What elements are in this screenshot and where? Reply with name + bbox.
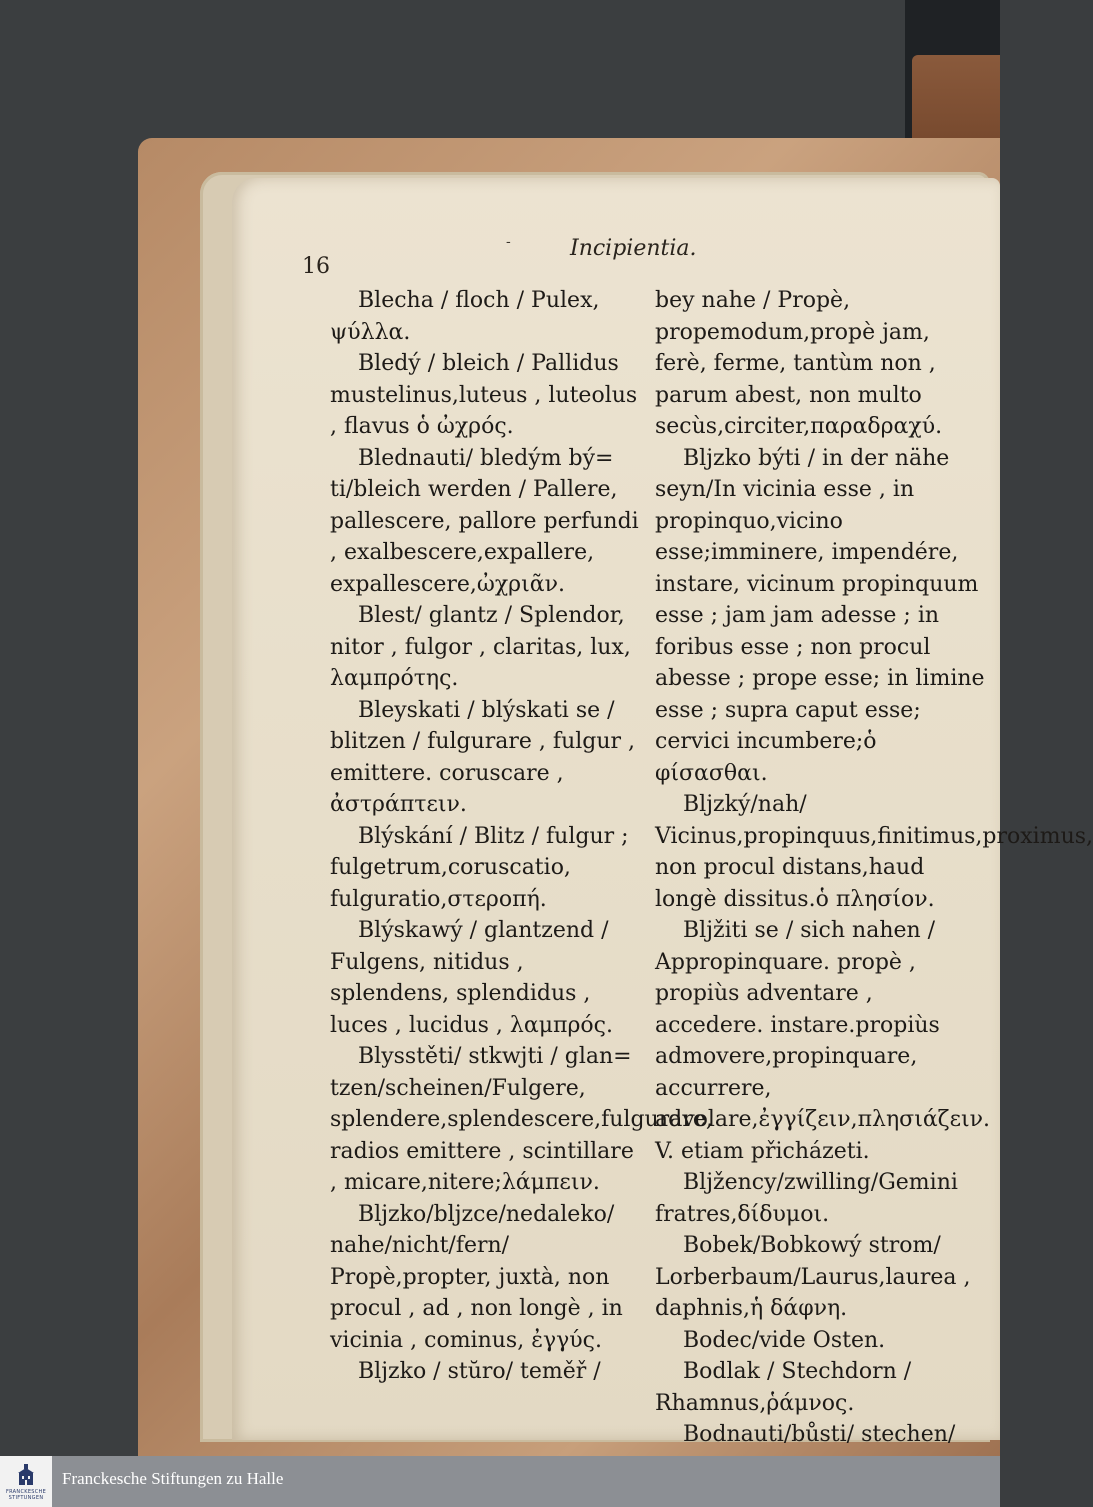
dictionary-entry: Bljzko býti / in der nähe seyn/In vicinia esse , in propinquo,vicino esse;imminere, impendére, instare, vicinum propinquum esse ; jam jam adesse ; in foribus esse ; non procul abesse ; prope esse; in limine esse ; supra caput esse; cervici incumbere;ὁ φίσασθαι.	[655, 445, 985, 786]
institution-name[interactable]: Franckesche Stiftungen zu Halle	[62, 1469, 284, 1488]
left-column	[330, 285, 713, 1388]
dictionary-entry: Bledý / bleich / Pallidus mustelinus,luteus , luteolus , flavus ὁ ὠχρός.	[330, 351, 638, 439]
dictionary-entry: Blýskání / Blitz / fulgur ; fulgetrum,coruscatio, fulguratio,στεροπή.	[330, 823, 629, 912]
building-icon	[15, 1463, 37, 1489]
dictionary-entry: Bobek/Bobkowý strom/ Lorberbaum/Laurus,laurea , daphnis,ἡ δάφνη.	[655, 1233, 971, 1321]
dictionary-entry: Blysstěti/ stkwjti / glan= tzen/scheinen/Fulgere, splendere,splendescere,fulgurare, radios emittere , scintillare , micare,nitere;λάμπειν.	[330, 1044, 713, 1195]
running-title: Incipientia.	[570, 236, 697, 261]
dictionary-entry: Blest/ glantz / Splendor, nitor , fulgor , claritas, lux, λαμπρότης.	[330, 603, 631, 691]
dictionary-entry: Blednauti/ bledým bý= ti/bleich werden / Pallere, pallescere, pallore perfundi , exalbescere,expallere, expallescere,ὠχριᾶν.	[330, 445, 639, 597]
footer-bar	[0, 1456, 1000, 1507]
dictionary-entry: Blecha / floch / Pulex, ψύλλα.	[330, 288, 600, 345]
dictionary-entry: Bodnauti/bůsti/ stechen/	[683, 1422, 956, 1447]
page-number: 16	[302, 254, 330, 279]
dictionary-entry: Bljzko / stŭro/ teměř /	[358, 1359, 601, 1384]
dictionary-entry: Bleyskati / blýskati se / blitzen / fulgurare , fulgur , emittere. coruscare , ἀστράπτειν.	[330, 697, 636, 817]
dictionary-entry: Bljžiti se / sich nahen / Appropinquare. propè , propiùs adventare , accedere. instare.propiùs admovere,propinquare, accurrere, advolare,ἐγγίζειν,πλησιάζειν. V. etiam přicházeti.	[655, 918, 990, 1164]
right-column	[655, 285, 1093, 1482]
dictionary-entry: Bodec/vide Osten.	[683, 1327, 886, 1353]
dictionary-entry: Blýskawý / glantzend / Fulgens, nitidus , splendens, splendidus , luces , lucidus , λαμπρός.	[330, 918, 613, 1038]
dictionary-entry: Bodlak / Stechdorn / Rhamnus,ῥάμνος.	[655, 1359, 912, 1416]
institution-logo[interactable]	[0, 1456, 52, 1507]
header-mark: -	[506, 234, 511, 250]
dictionary-entry-continued: bey nahe / Propè, propemodum,propè jam, ferè, ferme, tantùm non , parum abest, non multo secùs,circiter,παραδραχύ.	[655, 288, 943, 439]
dictionary-entry: Bljzko/bljzce/nedaleko/ nahe/nicht/fern/ Propè,propter, juxtà, non procul , ad , non longè , in vicinia , cominus, ἐγγύς.	[330, 1201, 623, 1353]
dictionary-entry: Bljžency/zwilling/Gemini fratres,δίδυμοι.	[655, 1170, 958, 1227]
logo-caption: FRANCKESCHE STIFTUNGEN	[5, 1488, 47, 1501]
dictionary-entry: Bljzký/nah/ Vicinus,propinquus,finitimus,proximus, non procul distans,haud longè dissitus.ὁ πλησίον.	[655, 792, 1093, 912]
